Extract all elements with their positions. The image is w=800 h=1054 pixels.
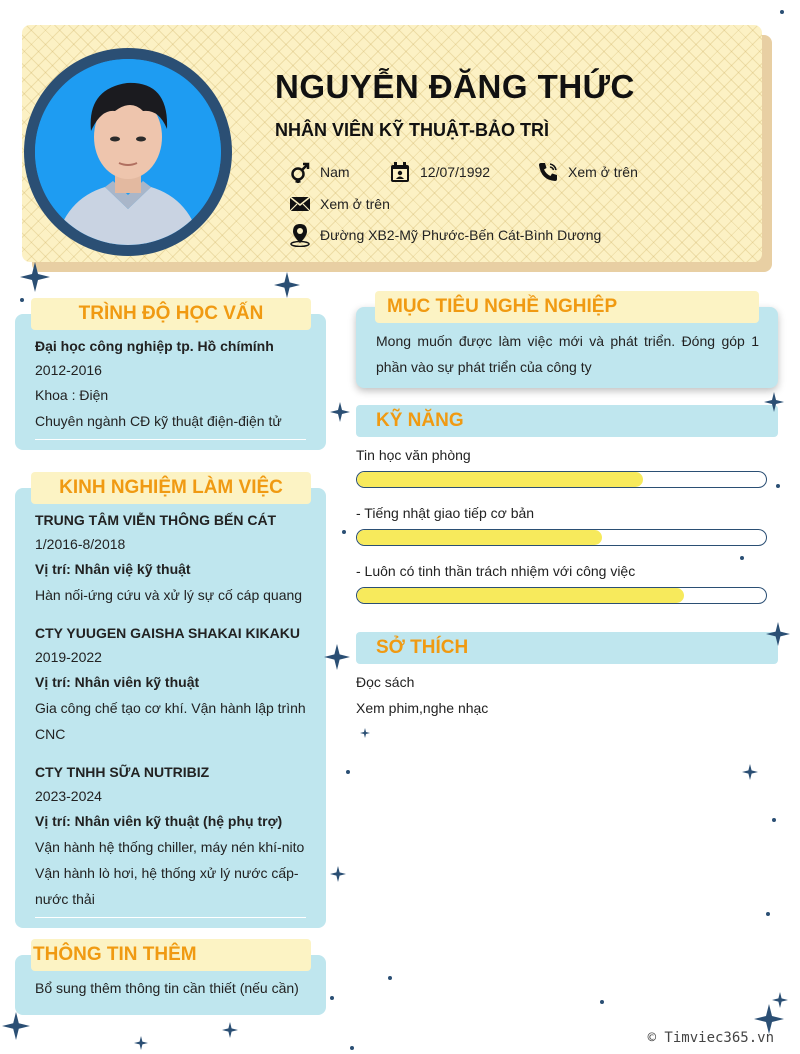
skill-name: - Tiếng nhật giao tiếp cơ bản [356,505,535,521]
job-period: 2023-2024 [35,788,102,804]
dot-decoration [772,818,776,822]
profile-photo-frame [24,48,232,256]
job-position: Vị trí: Nhân việ kỹ thuật [35,561,191,577]
education-heading: TRÌNH ĐỘ HỌC VẤN [31,298,311,330]
dot-decoration [780,10,784,14]
address-info [288,224,601,246]
skill-name: - Luôn có tinh thần trách nhiệm với công việc [356,563,636,579]
job-company: CTY YUUGEN GAISHA SHAKAI KIKAKU [35,625,300,641]
phone-icon [536,161,560,183]
star-decoration [766,622,790,646]
star-decoration [222,1022,238,1038]
dot-decoration [350,1046,354,1050]
education-panel [15,314,326,450]
skill-name: Tin học văn phòng [356,447,471,463]
skill-bar [356,587,767,604]
location-icon [288,224,312,246]
email-value: Xem ở trên [320,196,390,212]
education-years: 2012-2016 [35,362,102,378]
email-info [288,193,390,215]
dot-decoration [600,1000,604,1004]
objective-heading: MỤC TIÊU NGHỀ NGHIỆP [375,291,759,323]
job-title: NHÂN VIÊN KỸ THUẬT-BẢO TRÌ [275,120,549,140]
skill-bar [356,529,767,546]
star-decoration [324,644,350,670]
skills-heading: KỸ NĂNG [356,405,778,437]
gender-value: Nam [320,164,350,180]
gender-info [288,161,350,183]
star-decoration [2,1012,30,1040]
job-period: 1/2016-8/2018 [35,536,126,552]
star-decoration [330,866,346,882]
star-decoration [742,764,758,780]
job-description: Hàn nối-ứng cứu và xử lý sự cố cáp quang [35,587,303,603]
dot-decoration [776,484,780,488]
star-decoration [360,728,370,738]
hobby-item: Xem phim,nghe nhạc [356,700,489,716]
dot-decoration [330,996,334,1000]
birthday-value: 12/07/1992 [420,164,491,180]
job-period: 2019-2022 [35,649,102,665]
star-decoration [134,1036,148,1050]
skill-bar [356,471,767,488]
phone-value: Xem ở trên [568,164,638,180]
education-faculty: Khoa : Điện [35,387,109,403]
dot-decoration [346,770,350,774]
email-icon [288,193,312,215]
dot-decoration [740,556,744,560]
dot-decoration [388,976,392,980]
job-company: CTY TNHH SỮA NUTRIBIZ [35,764,210,780]
candidate-name: NGUYỄN ĐĂNG THỨC [275,68,635,105]
hobby-item: Đọc sách [356,674,415,690]
dot-decoration [20,298,24,302]
job-description: Vận hành hệ thống chiller, máy nén khí-nito [35,839,305,855]
star-decoration [274,272,300,298]
job-description: nước thải [35,891,95,907]
address-value: Đường XB2-Mỹ Phước-Bến Cát-Bình Dương [320,227,602,243]
dot-decoration [342,530,346,534]
job-description: CNC [35,726,66,742]
education-major: Chuyên ngành CĐ kỹ thuật điện-điện tử [35,413,282,429]
copyright-text: © Timviec365.vn [647,1030,774,1046]
extra-info-heading: THÔNG TIN THÊM [31,939,311,971]
star-decoration [20,262,50,292]
job-position: Vị trí: Nhân viên kỹ thuật (hệ phụ trợ) [35,813,283,829]
gender-icon [288,161,312,183]
star-decoration [764,392,784,412]
star-decoration [772,992,788,1008]
extra-info-text: Bổ sung thêm thông tin cần thiết (nếu cần) [35,980,299,996]
skill-bar-fill [357,530,602,545]
experience-heading: KINH NGHIỆM LÀM VIỆC [31,472,311,504]
birthday-info [388,161,490,183]
dot-decoration [766,912,770,916]
education-school: Đại học công nghiệp tp. Hồ chímính [35,338,274,354]
phone-info [536,161,638,183]
skill-bar-fill [357,472,643,487]
skill-bar-fill [357,588,684,603]
education-divider [35,439,306,440]
star-decoration [330,402,350,422]
calendar-icon [388,161,412,183]
job-position: Vị trí: Nhân viên kỹ thuật [35,674,200,690]
job-description: Vận hành lò hơi, hệ thống xử lý nước cấp- [35,865,299,881]
objective-text: Mong muốn được làm việc mới và phát triển. Đóng góp 1 phần vào sự phát triển của công ty [376,333,759,375]
job-description: Gia công chế tạo cơ khí. Vận hành lập trình [35,700,306,716]
profile-photo [35,59,221,245]
experience-divider [35,917,306,918]
hobbies-heading: SỞ THÍCH [356,632,778,664]
job-company: TRUNG TÂM VIỄN THÔNG BẾN CÁT [35,512,277,528]
